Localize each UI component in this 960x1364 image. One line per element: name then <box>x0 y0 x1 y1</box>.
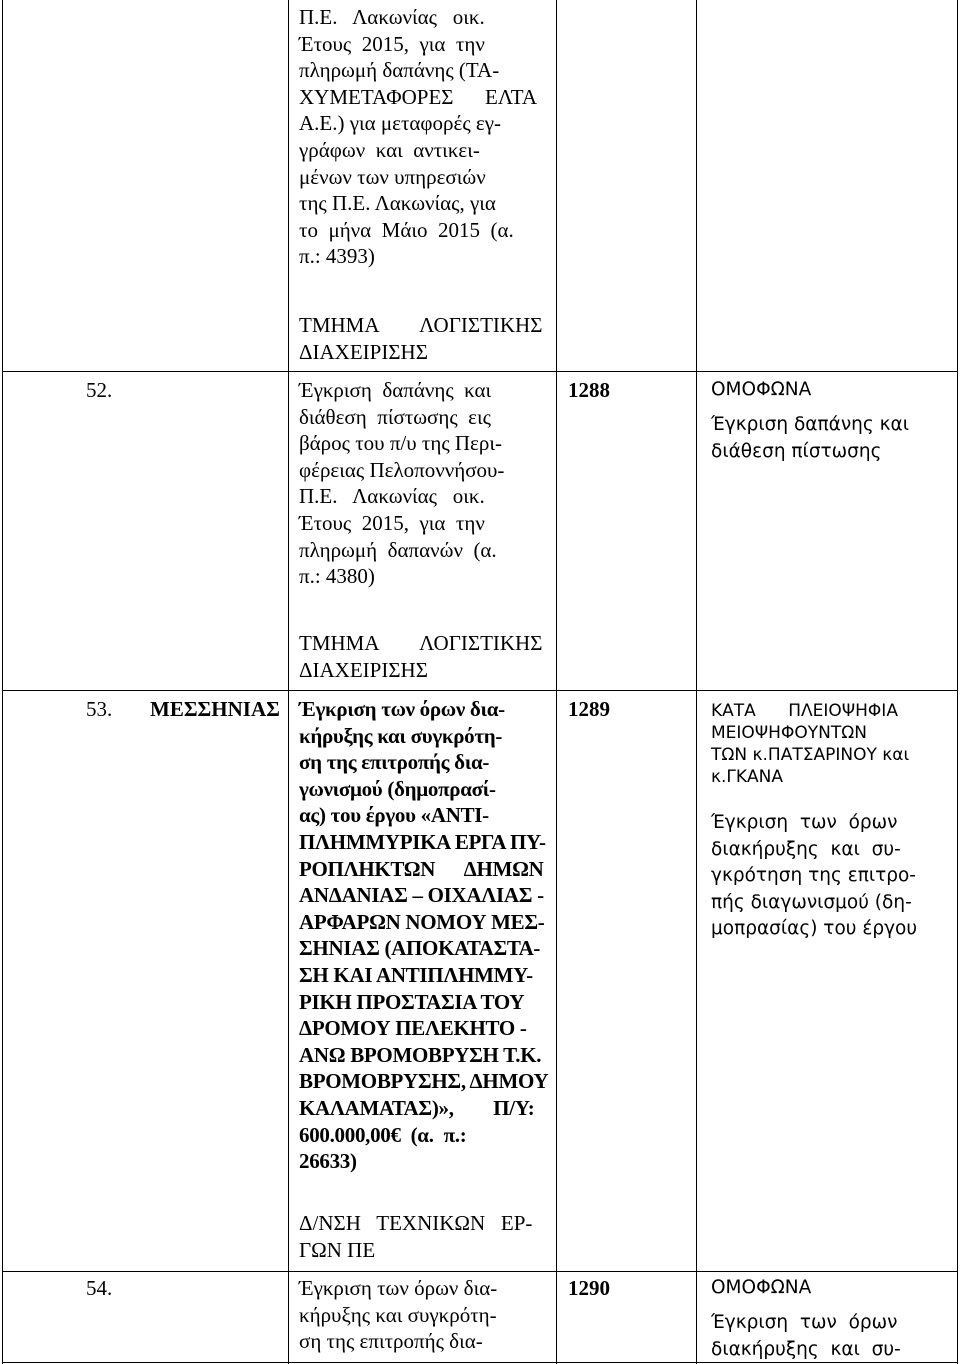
vote-status: ΟΜΟΦΩΝΑ <box>711 379 812 400</box>
row-52-vote <box>711 377 949 404</box>
row-54-description: Έγκριση των όρων δια- κήρυξης και συγκρότη- ση της επιτροπής δια- <box>299 1276 498 1354</box>
row-53-number: 53. <box>86 697 113 721</box>
row-divider-53 <box>2 690 958 691</box>
row-54-number: 54. <box>86 1276 113 1300</box>
row-53-vote: ΚΑΤΑ ΠΛΕΙΟΨΗΦΙΑ ΜΕΙΟΨΗΦΟΥΝΤΩΝ ΤΩΝ κ.ΠΑΤΣΑΡΙΝΟΥ και κ.ΓΚΑΝΑ <box>711 701 910 787</box>
table-border-left <box>2 0 3 1364</box>
row-52-decision-number: 1288 <box>568 378 610 402</box>
vote-status: ΟΜΟΦΩΝΑ <box>711 1277 812 1298</box>
row-divider-54 <box>2 1271 958 1272</box>
row-54-decision-number: 1290 <box>568 1276 610 1300</box>
row-54-result: Έγκριση των όρων διακήρυξης και συ- <box>711 1312 901 1360</box>
row-54-vote <box>711 1275 949 1302</box>
table-border-right <box>957 0 958 1364</box>
row-53-department: Δ/ΝΣΗ ΤΕΧΝΙΚΩΝ ΕΡ- ΓΩΝ ΠΕ <box>299 1211 533 1262</box>
row-52-description: Έγκριση δαπάνης και διάθεση πίστωσης εις βάρος του π/υ της Περι- φέρειας Πελοποννήσου- Π.Ε. Λακωνίας οικ. Έτους 2015, για την πληρωμή δαπανών (α. π.: 4380) <box>299 378 505 589</box>
column-divider-2 <box>556 0 557 1364</box>
column-divider-1 <box>288 0 289 1364</box>
row-53-result: Έγκριση των όρων διακήρυξης και συ- γκρότηση της επιτρο- πής διαγωνισμού (δη- μοπρασίας) του έργου <box>711 812 918 940</box>
column-divider-3 <box>696 0 697 1364</box>
row-51-department: ΤΜΗΜΑ ΛΟΓΙΣΤΙΚΗΣ ΔΙΑΧΕΙΡΙΣΗΣ <box>299 313 543 364</box>
row-53-decision-number: 1289 <box>568 697 610 721</box>
row-52-result: Έγκριση δαπάνης και διάθεση πίστωσης <box>711 414 909 462</box>
row-52-number: 52. <box>86 378 113 402</box>
row-51-description: Π.Ε. Λακωνίας οικ. Έτους 2015, για την πληρωμή δαπάνης (ΤΑ- ΧΥΜΕΤΑΦΟΡΕΣ ΕΛΤΑ Α.Ε.) για μεταφορές εγ- γράφων και αντικει- μένων των υπηρεσιών της Π.Ε. Λακωνίας, για το μήνα Μάιο 2015 (α. π.: 4393) <box>299 5 538 269</box>
row-53-region: ΜΕΣΣΗΝΙΑΣ <box>150 697 280 721</box>
row-52-department: ΤΜΗΜΑ ΛΟΓΙΣΤΙΚΗΣ ΔΙΑΧΕΙΡΙΣΗΣ <box>299 631 543 682</box>
row-divider-52 <box>2 371 958 372</box>
row-53-description: Έγκριση των όρων δια- κήρυξης και συγκρότη- ση της επιτροπής δια- γωνισμού (δημοπρασί- ας) του έργου «ΑΝΤΙ- ΠΛΗΜΜΥΡΙΚΑ ΕΡΓΑ ΠΥ- ΡΟΠΛΗΚΤΩΝ ΔΗΜΩΝ ΑΝΔΑΝΙΑΣ – ΟΙΧΑΛΙΑΣ - ΑΡΦΑΡΩΝ ΝΟΜΟΥ ΜΕΣ- ΣΗΝΙΑΣ (ΑΠΟΚΑΤΑΣΤΑ- ΣΗ ΚΑΙ ΑΝΤΙΠΛΗΜΜΥ- ΡΙΚΗ ΠΡΟΣΤΑΣΙΑ ΤΟΥ ΔΡΟΜΟΥ ΠΕΛΕΚΗΤΟ - ΑΝΩ ΒΡΟΜΟΒΡΥΣΗ Τ.Κ. ΒΡΟΜΟΒΡΥΣΗΣ, ΔΗΜΟΥ ΚΑΛΑΜΑΤΑΣ)», Π/Υ: 600.000,00€ (α. π.: 26633) <box>299 697 549 1174</box>
